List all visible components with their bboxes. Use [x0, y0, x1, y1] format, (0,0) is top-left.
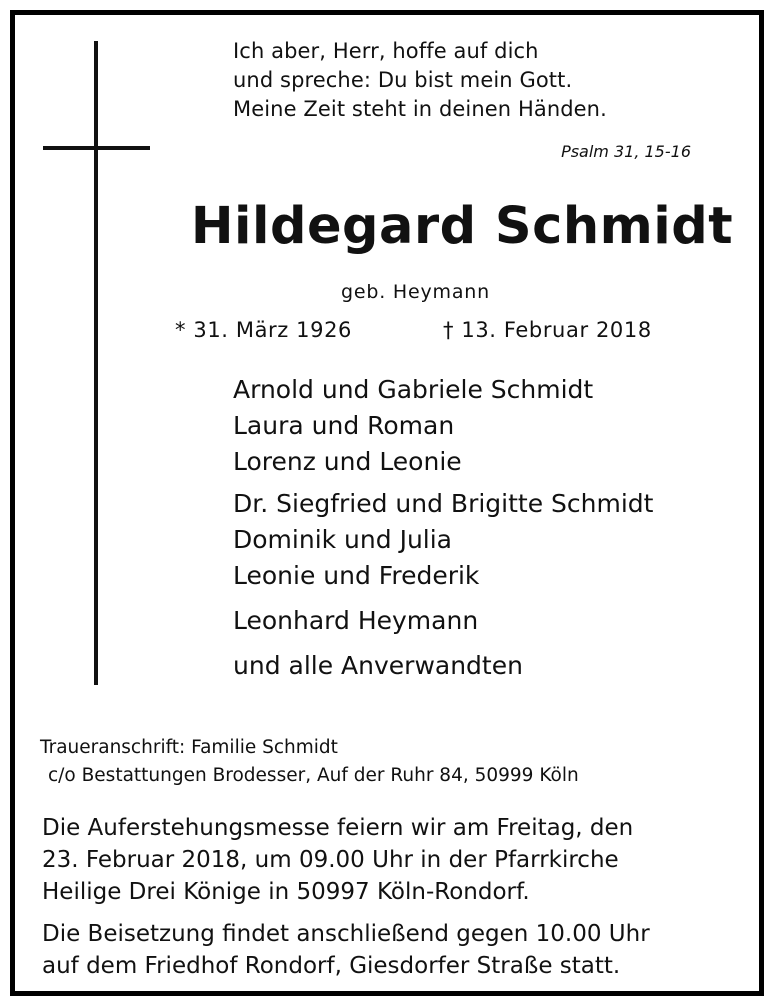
cross-icon [94, 41, 98, 685]
obituary-notice [10, 10, 764, 996]
death-date: † 13. Februar 2018 [443, 318, 652, 342]
mourner-line: Dr. Siegfried und Brigitte Schmidt [233, 489, 654, 518]
birth-date: * 31. März 1926 [175, 318, 353, 342]
mourner-line: Lorenz und Leonie [233, 447, 462, 476]
burial-line: auf dem Friedhof Rondorf, Giesdorfer Straße statt. [42, 953, 621, 979]
mourner-line: Leonie und Frederik [233, 561, 480, 590]
verse-line: Ich aber, Herr, hoffe auf dich [233, 39, 539, 63]
mourner-line: Arnold und Gabriele Schmidt [233, 375, 594, 404]
verse-line: und spreche: Du bist mein Gott. [233, 68, 573, 92]
deceased-name: Hildegard Schmidt [190, 197, 734, 256]
mass-line: 23. Februar 2018, um 09.00 Uhr in der Pfarrkirche [42, 847, 619, 873]
mass-line: Die Auferstehungsmesse feiern wir am Freitag, den [42, 815, 634, 841]
cross-icon-bar [43, 146, 150, 150]
mourner-line: und alle Anverwandten [233, 651, 523, 680]
address-line: c/o Bestattungen Brodesser, Auf der Ruhr 84, 50999 Köln [48, 765, 579, 786]
verse-reference: Psalm 31, 15-16 [561, 142, 691, 161]
mourner-line: Laura und Roman [233, 411, 455, 440]
mourner-line: Leonhard Heymann [233, 606, 479, 635]
mass-line: Heilige Drei Könige in 50997 Köln-Rondorf. [42, 879, 530, 905]
address-line: Traueranschrift: Familie Schmidt [40, 737, 338, 758]
burial-line: Die Beisetzung findet anschließend gegen 10.00 Uhr [42, 921, 650, 947]
maiden-name: geb. Heymann [341, 281, 490, 303]
verse-line: Meine Zeit steht in deinen Händen. [233, 97, 607, 121]
mourner-line: Dominik und Julia [233, 525, 452, 554]
